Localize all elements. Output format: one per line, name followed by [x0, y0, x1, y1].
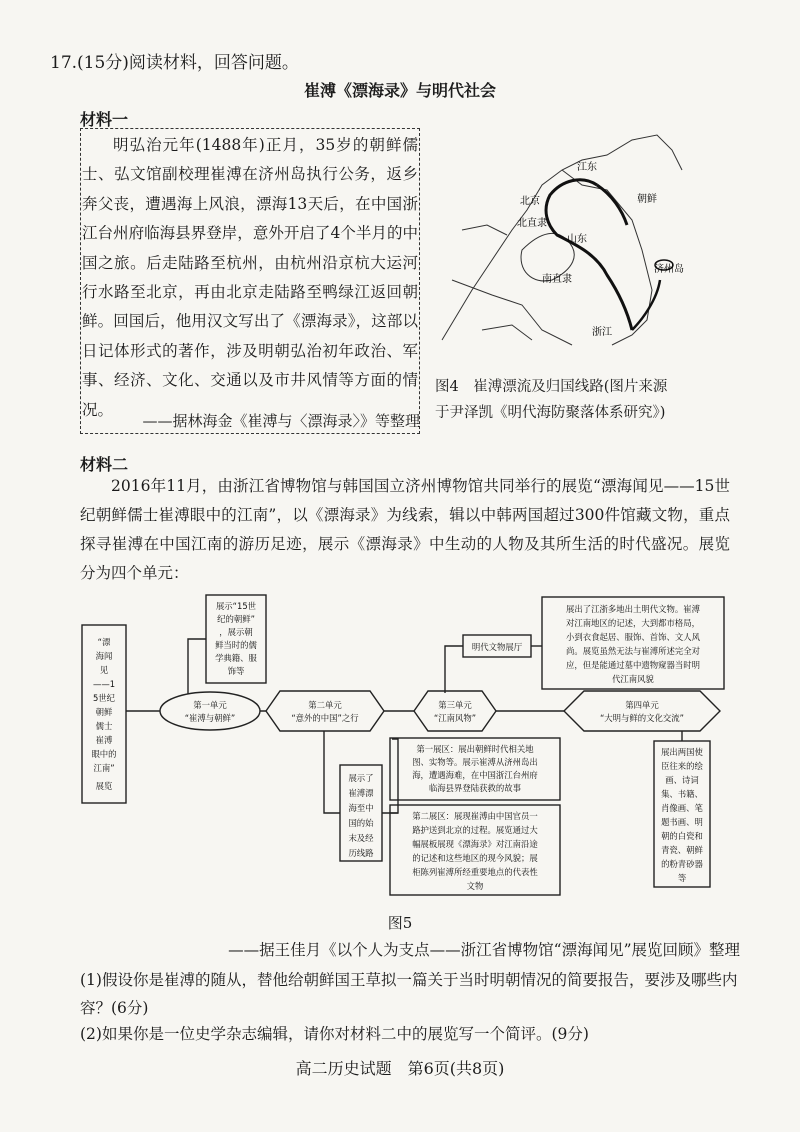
box-u4-line: 等 — [677, 873, 687, 883]
question-title: 崔溥《漂海录》与明代社会 — [303, 81, 496, 100]
box-u3-line: 代江南风貌 — [612, 674, 654, 684]
map-label-jizhoudao: 济州岛 — [654, 264, 684, 275]
question-header: 17.(15分)阅读材料，回答问题。 — [50, 53, 299, 73]
box-zone1-line: 第一展区：展出朝鲜时代相关地 — [416, 744, 534, 754]
box-u4-line: 青瓷、朝鲜 — [661, 845, 703, 855]
title-box-line: 5世纪 — [92, 693, 116, 703]
unit2-line2: “意外的中国”之行 — [291, 713, 359, 723]
exhibition-diagram — [80, 593, 760, 903]
question-1: (1)假设你是崔溥的随从，替他给朝鲜国王草拟一篇关于当时明朝情况的简要报告，要涉及哪些内容？(6分) — [80, 971, 738, 1017]
material1-text: 明弘治元年(1488年)正月，35岁的朝鲜儒士、弘文馆副校理崔溥在济州岛执行公务，返乡奔父丧，遭遇海上风浪，漂海13天后，在中国浙江台州府临海县界登岸，意外开启了4个半月的中国之旅。后走陆路至杭州，由杭州沿京杭大运河行水路至北京，再由北京走陆路至鸭绿江返回朝鲜。回国后，他用汉文写出了《漂海录》，这部以日记体形式的著作，涉及明朝弘治初年政治、军事、经济、文化、交通以及市井风情等方面的情况。 — [82, 136, 418, 419]
box-u3-line: 尚。展览虽然无法与崔溥所述完全对 — [566, 646, 700, 656]
box-u4-line: 臣往来的绘 — [661, 761, 703, 771]
unit1-line2: “崔溥与朝鲜” — [184, 713, 236, 723]
figure4-caption: 图4 崔溥漂流及归国线路(图片来源 于尹泽凯《明代海防聚落体系研究》) — [435, 379, 668, 421]
box-u4-line: 画、诗词 — [665, 775, 699, 785]
title-box-line: “漂 — [97, 637, 111, 647]
box-zone2-line: 文物 — [466, 881, 484, 891]
box-u4-line: 肖像画、笔 — [661, 803, 703, 813]
box-zone2-line: 的记述和这些地区的现今风貌；展 — [412, 853, 538, 863]
material2-text: 2016年11月，由浙江省博物馆与韩国国立济州博物馆共同举行的展览“漂海闻见——15世纪朝鲜儒士崔溥眼中的江南”，以《漂海录》为线索，辑以中韩两国超过300件馆藏文物，重点探寻崔溥在中国江南的游历足迹，展示《漂海录》中生动的人物及其所生活的时代盛况。展览分为四个单元： — [80, 477, 730, 582]
box-zone1-line: 图、实物等。展示崔溥从济州岛出 — [412, 757, 538, 767]
box-u3-line: 应，但是能通过墓中遗物窥器当时明 — [566, 660, 700, 670]
box-u4-line: 集、书籍、 — [661, 789, 703, 799]
map-label-shandong: 山东 — [567, 234, 587, 245]
box-route-line: 崔溥漂 — [348, 788, 374, 798]
title-box-line: 儒士 — [95, 721, 113, 731]
box-u4-line: 的粉青砂器 — [661, 859, 703, 869]
box-zone2-line: 柜陈列崔溥所经重要地点的代表性 — [412, 867, 538, 877]
box-u4-line: 题书画、明 — [661, 817, 703, 827]
box-route-line: 展示了 — [348, 773, 374, 783]
box-zone2-line: 幅展板展现《漂海录》对江南沿途 — [412, 839, 538, 849]
title-box-line: 海闻 — [95, 651, 113, 661]
map-label-beijing: 北京 — [520, 196, 540, 207]
box-route-line: 国的始 — [348, 818, 374, 828]
map-label-chaoxian: 朝鲜 — [637, 194, 657, 205]
title-box-line: 展览 — [95, 781, 113, 791]
figure5-source: ——据王佳月《以个人为支点——浙江省博物馆“漂海闻见”展览回顾》整理 — [228, 941, 740, 959]
unit2-line1: 第二单元 — [308, 700, 342, 710]
material1-source: ——据林海金《崔溥与〈漂海录〉》等整理 — [142, 412, 420, 430]
box-u3-line: 小到衣食起居、服饰、首饰、文人风 — [566, 632, 700, 642]
box-u1-line: 展示“15世 — [215, 601, 257, 611]
title-box-line: 见 — [99, 665, 109, 675]
box-u1-line: 鲜当时的儒 — [215, 640, 257, 650]
figure5-caption: 图5 — [387, 914, 413, 932]
box-u3-line: 展出了江浙多地出土明代文物。崔溥 — [566, 604, 700, 614]
box-route-line: 海至中 — [348, 803, 374, 813]
page-footer: 高二历史试题 第6页(共8页) — [295, 1059, 505, 1078]
question-2: (2)如果你是一位史学杂志编辑，请你对材料二中的展览写一个简评。(9分) — [80, 1025, 589, 1043]
unit3-line2: “江南风物” — [433, 713, 477, 723]
map-label-nanzhili: 南直隶 — [542, 274, 572, 285]
unit4-line1: 第四单元 — [625, 700, 659, 710]
box-u1-line: 饰等 — [227, 666, 245, 676]
unit1-line1: 第一单元 — [193, 700, 227, 710]
box-u1-line: 学典籍、服 — [215, 653, 257, 663]
box-ming-hall: 明代文物展厅 — [471, 642, 523, 652]
box-route-line: 末及经 — [348, 833, 374, 843]
box-u1-line: ，展示朝 — [219, 627, 253, 637]
box-u4-line: 朝的白瓷和 — [661, 831, 703, 841]
material2-label: 材料二 — [80, 455, 129, 474]
map-label-zhejiang: 浙江 — [592, 327, 612, 338]
unit3-line1: 第三单元 — [438, 700, 472, 710]
map-label-jiangdong: 江东 — [577, 162, 597, 173]
map-label-beizhili: 北直隶 — [517, 218, 547, 229]
box-u4-line: 展出两国使 — [661, 747, 703, 757]
box-u1-line: 纪的朝鲜” — [217, 614, 255, 624]
box-zone1-line: 临海县界登陆获救的故事 — [428, 783, 522, 793]
unit4-line2: “大明与鲜的文化交流” — [599, 713, 685, 723]
title-box-line: 江南” — [93, 763, 115, 773]
box-zone2-line: 路护送到北京的过程。展览通过大 — [412, 825, 538, 835]
box-zone1-line: 海，遭遇海难，在中国浙江台州府 — [412, 770, 538, 780]
route-map — [432, 130, 704, 358]
material1-label: 材料一 — [80, 110, 129, 129]
box-route-line: 历线路 — [348, 848, 374, 858]
title-box-line: 眼中的 — [91, 749, 117, 759]
title-box-line: ——1 — [92, 679, 116, 689]
title-box-line: 朝鲜 — [95, 707, 113, 717]
box-u3-line: 对江南地区的记述，大到都市格局， — [566, 618, 700, 628]
box-zone2-line: 第二展区：展现崔溥由中国官员一 — [412, 811, 538, 821]
title-box-line: 崔溥 — [95, 735, 113, 745]
